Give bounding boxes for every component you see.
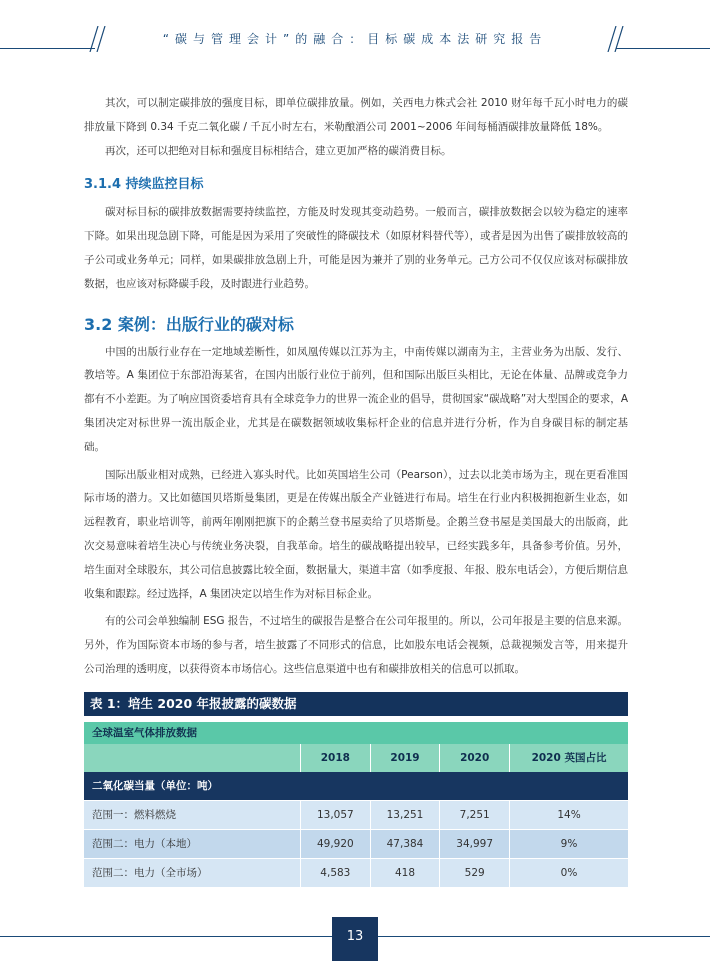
- header-title: “碳与管理会计”的融合：目标碳成本法研究报告: [162, 32, 548, 46]
- header-rule-left: [0, 48, 95, 49]
- table-group-header: 全球温室气体排放数据: [84, 719, 628, 744]
- table-header-row: [84, 744, 628, 772]
- table-header-cell: 2020 英国占比: [510, 744, 628, 772]
- table-header-cell: 2020: [440, 744, 510, 772]
- page-content: [84, 92, 628, 887]
- table-cell: 49,920: [301, 829, 371, 858]
- table-title: 表 1：培生 2020 年报披露的碳数据: [84, 692, 628, 716]
- table-header-cell: 2018: [301, 744, 371, 772]
- paragraph: 国际出版业相对成熟，已经进入寡头时代。比如英国培生公司（Pearson），过去以北美市场为主，现在更看准国际市场的潜力。又比如德国贝塔斯曼集团，更是在传媒出版全产业链进行布局。培生在行业内积极拥抱新生业态，如远程教育，职业培训等，前两年刚刚把旗下的企鹅兰登书屋卖给了贝塔斯曼。企鹅兰登书屋是美国最大的出版商，此次交易意味着培生决心与传统业务决裂，自我革命。培生的碳战略提出较早，已经实践多年，具备参考价值。另外，培生面对全球股东，其公司信息披露比较全面，数据量大，渠道丰富（如季度报、年报、股东电话会），方便后期信息收集和跟踪。经过选择，A 集团决定以培生作为对标目标企业。: [84, 468, 628, 600]
- table-cell: 529: [440, 858, 510, 887]
- section-heading-3-2: 3.2 案例：出版行业的碳对标: [84, 314, 294, 334]
- table-cell: 47,384: [370, 829, 440, 858]
- table-group-header-row: [84, 719, 628, 744]
- table-cell: 范围二：电力（本地）: [84, 829, 301, 858]
- table-row: [84, 858, 628, 887]
- table-cell: 34,997: [440, 829, 510, 858]
- paragraph: 其次，可以制定碳排放的强度目标，即单位碳排放量。例如，关西电力株式会社 2010 财年每千瓦小时电力的碳排放量下降到 0.34 千克二氧化碳 / 千瓦小时左右，米勒酿酒公司 2001~2006 年间每桶酒碳排放量降低 18%。: [84, 97, 628, 133]
- table-row: [84, 829, 628, 858]
- table-cell: 范围二：电力（全市场）: [84, 858, 301, 887]
- paragraph: 有的公司会单独编制 ESG 报告，不过培生的碳报告是整合在公司年报里的。所以，公司年报是主要的信息来源。另外，作为国际资本市场的参与者，培生披露了不同形式的信息，比如股东电话会视频，总裁视频发言等，用来提升公司治理的透明度，以获得资本市场信心。这些信息渠道中也有和碳排放相关的信息可以抓取。: [84, 615, 628, 675]
- section-heading-3-1-4: 3.1.4 持续监控目标: [84, 177, 204, 193]
- header-rule-right: [616, 48, 710, 49]
- carbon-data-table: [84, 716, 628, 887]
- table-cell: 7,251: [440, 800, 510, 829]
- table-row: [84, 800, 628, 829]
- table-cell: 4,583: [301, 858, 371, 887]
- table-cell: 13,057: [301, 800, 371, 829]
- paragraph: 中国的出版行业存在一定地域差断性，如凤凰传媒以江苏为主，中南传媒以湖南为主，主营业务为出版、发行、教培等。A 集团位于东部沿海某省，在国内出版行业位于前列，但和国际出版巨头相比，无论在体量、品牌或竞争力都有不小差距。为了响应国资委培育具有全球竞争力的世界一流企业的倡导，贯彻国家“碳战略”对大型国企的要求，A 集团决定对标世界一流出版企业，尤其是在碳数据领域收集标杆企业的信息并进行分析，作为自身碳目标的制定基础。: [84, 345, 628, 453]
- table-header-cell: 2019: [370, 744, 440, 772]
- page-number: 13: [332, 917, 378, 961]
- table-cell: 9%: [510, 829, 628, 858]
- table-cell: 14%: [510, 800, 628, 829]
- table-category: 二氧化碳当量（单位：吨）: [84, 772, 628, 801]
- table-category-row: [84, 772, 628, 801]
- paragraph: 碳对标目标的碳排放数据需要持续监控，方能及时发现其变动趋势。一般而言，碳排放数据会以较为稳定的速率下降。如果出现急剧下降，可能是因为采用了突破性的降碳技术（如原材料替代等），或者是因为出售了碳排放较高的子公司或业务单元；同样，如果碳排放急剧上升，可能是因为兼并了别的业务单元。己方公司不仅仅应该对标碳排放数据，也应该对标降碳手段，及时跟进行业趋势。: [84, 206, 628, 290]
- table-cell: 13,251: [370, 800, 440, 829]
- table-cell: 0%: [510, 858, 628, 887]
- table-header-cell: [84, 744, 301, 772]
- paragraph: 再次，还可以把绝对目标和强度目标相结合，建立更加严格的碳消费目标。: [105, 144, 452, 157]
- table-cell: 418: [370, 858, 440, 887]
- data-table-block: [84, 692, 628, 887]
- page-header: [0, 0, 710, 58]
- table-cell: 范围一：燃料燃烧: [84, 800, 301, 829]
